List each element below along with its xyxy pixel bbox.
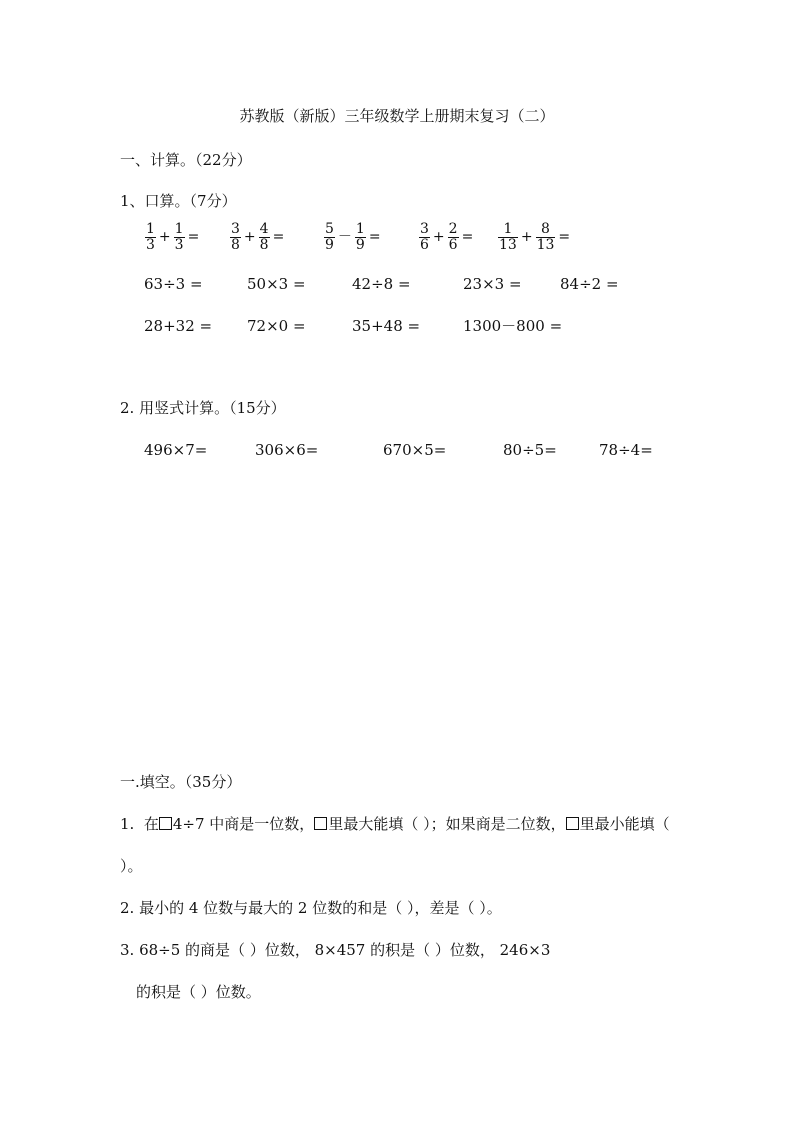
section1-heading: 一、计算。（22分） [120,151,252,169]
fraction-problem: $\frac{5}{9}$ － $\frac{1}{9}$ = [325,221,381,253]
fraction: $\frac{1}{3}$ [146,221,155,253]
fraction: $\frac{2}{6}$ [448,221,458,253]
fill-question-3-continued: 的积是（ ）位数。 [136,983,261,1001]
section2-heading: 一.填空。（35分） [120,773,242,791]
fraction: $\frac{8}{13}$ [536,221,555,253]
fraction: $\frac{5}{9}$ [325,221,334,253]
blank-box-icon [314,817,327,830]
fraction-problem: $\frac{3}{6}$ + $\frac{2}{6}$ = [420,221,474,253]
fraction-problem: $\frac{1}{3}$ + $\frac{1}{3}$ = [146,221,200,253]
calc-problem: 42÷8 = [352,275,411,293]
calc-problem: 35+48 = [352,317,421,335]
calc-problem: 28+32 = [144,317,213,335]
calc-problem: 50×3 = [247,275,306,293]
calc-problem: 23×3 = [463,275,522,293]
fraction-problem: $\frac{1}{13}$ + $\frac{8}{13}$ = [499,221,571,253]
blank-box-icon [566,817,579,830]
vertical-calc-problem: 306×6= [255,441,319,459]
calc-problem: 84÷2 = [560,275,619,293]
blank-box-icon [159,817,172,830]
fill-question-2: 2. 最小的 4 位数与最大的 2 位数的和是（ ），差是（ ）。 [120,899,502,917]
calc-problem: 1300－800 = [463,317,563,335]
fill-question-1-continued: ）。 [120,857,143,875]
page-title: 苏教版（新版）三年级数学上册期末复习（二） [239,107,555,125]
fraction: $\frac{3}{8}$ [231,221,240,253]
fill-question-3: 3. 68÷5 的商是（ ）位数， 8×457 的积是（ ）位数， 246×3 [120,941,551,959]
fraction: $\frac{1}{9}$ [355,221,365,253]
vertical-calc-problem: 670×5= [383,441,447,459]
vertical-calc-problem: 496×7= [144,441,208,459]
fraction: $\frac{4}{8}$ [259,221,269,253]
fraction: $\frac{1}{13}$ [499,221,517,253]
calc-problem: 72×0 = [247,317,306,335]
vertical-calc-problem: 78÷4= [599,441,653,459]
q2-heading: 2. 用竖式计算。（15分） [120,399,286,417]
fill-question-1: 1. 在 4÷7 中商是一位数， 里最大能填（ ）；如果商是二位数， 里最小能填（ [120,815,670,833]
fraction: $\frac{1}{3}$ [174,221,184,253]
vertical-calc-problem: 80÷5= [503,441,557,459]
fraction-problem: $\frac{3}{8}$ + $\frac{4}{8}$ = [231,221,285,253]
fraction: $\frac{3}{6}$ [420,221,429,253]
calc-problem: 63÷3 = [144,275,203,293]
q1-heading: 1、口算。（7分） [120,192,237,210]
